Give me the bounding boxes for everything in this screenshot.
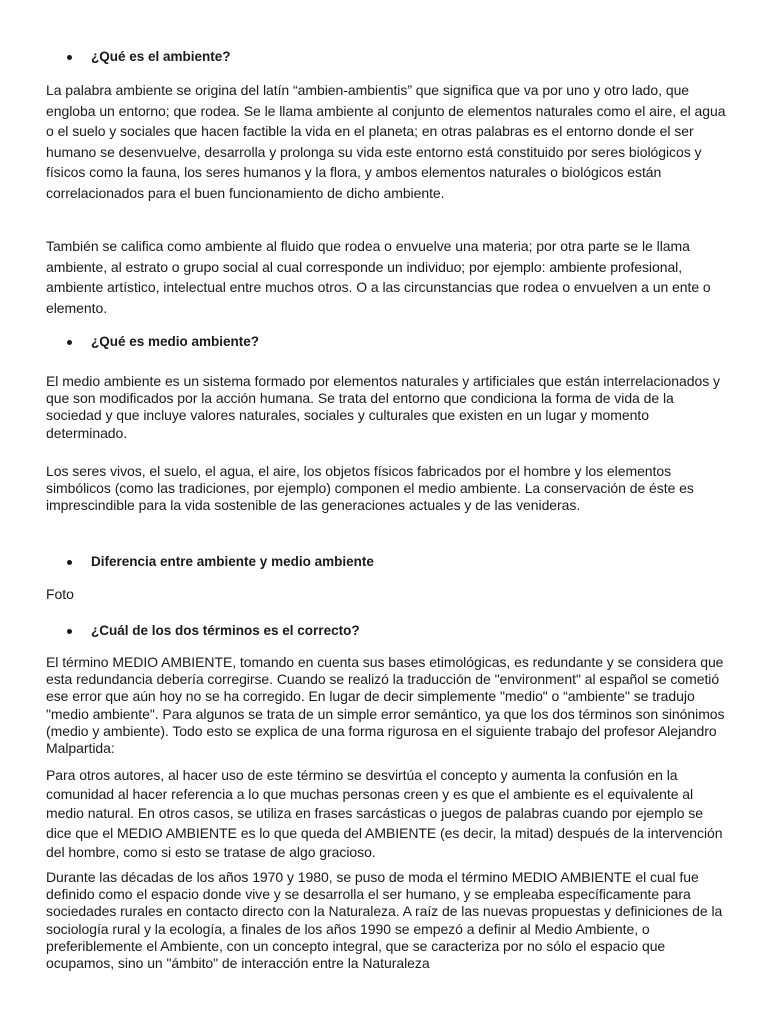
- bullet-icon: [67, 629, 72, 634]
- bullet-icon: [67, 55, 72, 60]
- section-heading: [67, 622, 360, 640]
- paragraph: Foto: [46, 586, 74, 602]
- heading-text: Diferencia entre ambiente y medio ambiente: [91, 554, 374, 569]
- paragraph: Para otros autores, al hacer uso de este término se desvirtúa el concepto y aumenta la confusión en la comunidad al hacer referencia a lo que muchas personas creen y es que el ambiente es el equivalente al medio natural. En otros casos, se utiliza en frases sarcásticas o juegos de palabras cuando por ejemplo se dice que el MEDIO AMBIENTE es lo que queda del AMBIENTE (es decir, la mitad) después de la intervención del hombre, como si esto se tratase de algo gracioso.: [46, 767, 723, 860]
- heading-text: ¿Qué es el ambiente?: [91, 49, 231, 64]
- paragraph: La palabra ambiente se origina del latín “ambien-ambientis” que significa que va por uno y otro lado, que engloba un entorno; que rodea. Se le llama ambiente al conjunto de elementos naturales como el aire, el agua o el suelo y sociales que hacen factible la vida en el planeta; en otras palabras es el entorno donde el ser humano se desenvuelve, desarrolla y prolonga su vida este entorno está constituido por seres biológicos y físicos como la fauna, los seres humanos y la flora, y ambos elementos naturales o biológicos están correlacionados para el buen funcionamiento de dicho ambiente.: [46, 82, 726, 201]
- bullet-icon: [67, 340, 72, 345]
- paragraph: El término MEDIO AMBIENTE, tomando en cuenta sus bases etimológicas, es redundante y se considera que esta redundancia debería corregirse. Cuando se realizó la traducción de "environment" al español se cometió ese error que aún hoy no se ha corregido. En lugar de decir simplemente "medio" o “ambiente" se tradujo "medio ambiente". Para algunos se trata de un simple error semántico, ya que los dos términos son sinónimos (medio y ambiente). Todo esto se explica de una forma rigurosa en el siguiente trabajo del profesor Alejandro Malpartida:: [46, 654, 725, 757]
- section-heading: [67, 553, 374, 571]
- paragraph: También se califica como ambiente al fluido que rodea o envuelve una materia; por otra parte se le llama ambiente, al estrato o grupo social al cual corresponde un individuo; por ejemplo: ambiente profesional, ambiente artístico, intelectual entre muchos otros. O a las circunstancias que rodea o envuelven a un ente o elemento.: [46, 238, 711, 316]
- heading-text: ¿Qué es medio ambiente?: [91, 334, 260, 349]
- paragraph: El medio ambiente es un sistema formado por elementos naturales y artificiales que están interrelacionados y que son modificados por la acción humana. Se trata del entorno que condiciona la forma de vida de la sociedad y que incluye valores naturales, sociales y culturales que existen en un lugar y momento determinado.: [46, 373, 720, 441]
- section-heading: [67, 333, 259, 351]
- paragraph: Los seres vivos, el suelo, el agua, el aire, los objetos físicos fabricados por el hombre y los elementos simbólicos (como las tradiciones, por ejemplo) componen el medio ambiente. La conservación de éste es imprescindible para la vida sostenible de las generaciones actuales y de las venideras.: [46, 463, 694, 514]
- paragraph: Durante las décadas de los años 1970 y 1980, se puso de moda el término MEDIO AMBIENTE el cual fue definido como el espacio donde vive y se desarrolla el ser humano, y se empleaba específicamente para sociedades rurales en contacto directo con la Naturaleza. A raíz de las nuevas propuestas y definiciones de la sociología rural y la ecología, a finales de los años 1990 se empezó a definir al Medio Ambiente, o preferiblemente el Ambiente, con un concepto integral, que se caracteriza por no sólo el espacio que ocupamos, sino un "ámbito" de interacción entre la Naturaleza: [46, 869, 723, 972]
- bullet-icon: [67, 560, 72, 565]
- section-heading: [67, 48, 231, 66]
- heading-text: ¿Cuál de los dos términos es el correcto?: [91, 623, 360, 638]
